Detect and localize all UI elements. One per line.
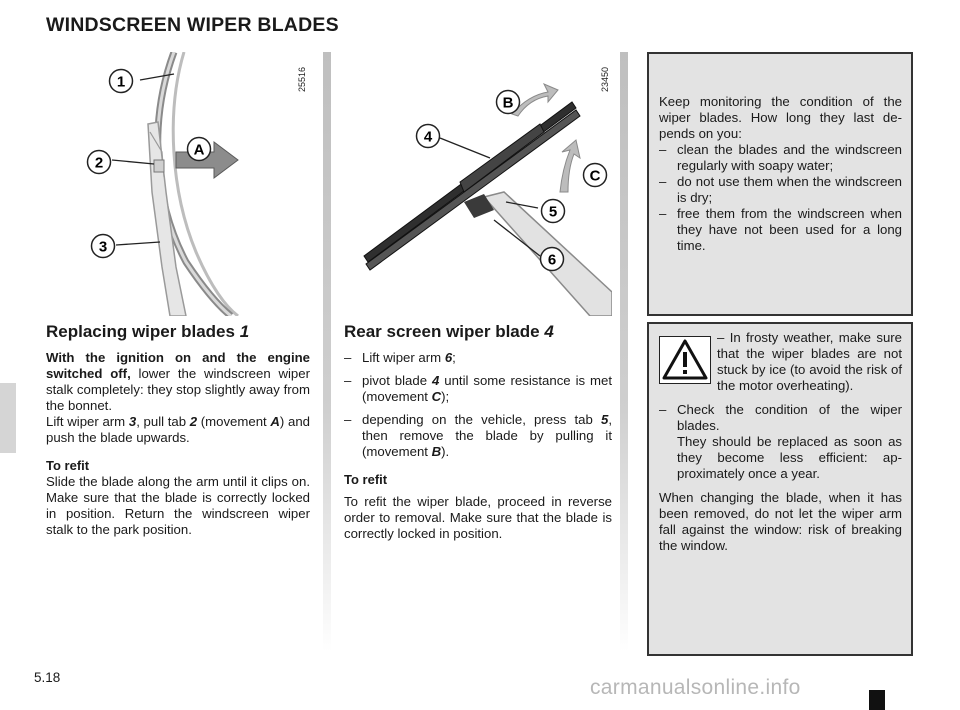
callout-b <box>495 89 521 115</box>
subheading: To refit <box>344 472 388 487</box>
section-heading: Replacing wiper blades 1 <box>46 322 250 341</box>
front-wiper-illustration <box>46 52 314 316</box>
callout-4 <box>415 123 441 149</box>
svg-text:B: B <box>502 94 514 112</box>
rear-wiper-illustration <box>344 52 612 316</box>
svg-text:1: 1 <box>116 73 126 91</box>
svg-text:6: 6 <box>547 251 557 269</box>
figure-front-wiper <box>46 52 314 316</box>
watermark: carmanualsonline.info <box>590 676 801 699</box>
svg-text:4: 4 <box>423 128 433 146</box>
svg-text:C: C <box>589 167 601 185</box>
callout-a <box>186 136 212 162</box>
page-number: 5.18 <box>34 670 61 685</box>
list-item: – Lift wiper arm 6; <box>344 350 456 365</box>
warning-paragraph: When changing the blade, when it has been removed, do not let the wiper arm fall against the window: risk of breaking the window. <box>659 490 902 553</box>
chapter-tab <box>0 383 16 453</box>
warning-box <box>647 322 913 656</box>
warning-frost: – In frosty weather, make sure that the wiper blades are not stuck by ice (to avoid the risk of the motor overheating). <box>717 330 902 393</box>
box-intro: Keep monitoring the condition of the wiper blades. How long they last depends on you: <box>659 94 902 141</box>
svg-text:3: 3 <box>98 238 108 256</box>
steps-list <box>344 350 612 460</box>
rear-section <box>344 322 612 542</box>
list-item: – depending on the vehicle, press tab 5, then remove the blade by pulling it (movement B). <box>344 412 612 459</box>
replacing-section <box>46 322 310 538</box>
figure-rear-wiper <box>344 52 612 316</box>
advice-list <box>659 142 902 254</box>
paragraph: Lift wiper arm 3, pull tab 2 (movement A) and push the blade upwards. <box>46 414 310 445</box>
callout-1 <box>108 68 134 94</box>
page-corner-mark <box>869 690 885 710</box>
paragraph: With the ignition on and the engine switched off, lower the windscreen wiper stalk completely: they stop slightly away from the bonnet. <box>46 350 310 413</box>
callout-2 <box>86 149 112 175</box>
page-title: WINDSCREEN WIPER BLADES <box>46 14 339 36</box>
callout-5 <box>540 198 566 224</box>
paragraph: To refit the wiper blade, proceed in reverse order to removal. Make sure that the blade is correctly locked in position. <box>344 494 612 541</box>
warning-list <box>659 402 902 482</box>
column-divider <box>620 52 628 652</box>
subheading: To refit <box>46 458 90 473</box>
list-item: – free them from the windscreen when they have not been used for a long time. <box>659 206 902 253</box>
callout-6 <box>539 246 565 272</box>
advice-box <box>647 52 913 316</box>
column-divider <box>323 52 331 652</box>
callout-c <box>582 162 608 188</box>
list-item: – clean the blades and the windscreen regularly with soapy water; <box>659 142 902 173</box>
callout-3 <box>90 233 116 259</box>
section-heading: Rear screen wiper blade 4 <box>344 322 554 341</box>
figure-number: 23450 <box>600 66 610 92</box>
list-item: – do not use them when the windscreen is dry; <box>659 174 902 205</box>
svg-text:5: 5 <box>548 203 558 221</box>
svg-text:2: 2 <box>94 154 104 172</box>
svg-text:A: A <box>193 141 205 159</box>
warning-triangle-icon <box>659 336 711 384</box>
figure-number: 25516 <box>297 66 307 92</box>
list-item: – Check the condition of the wiper blades. They should be replaced as soon as they become less efficient: approximately once a year. <box>659 402 902 481</box>
paragraph: Slide the blade along the arm until it clips on. Make sure that the blade is correctly locked in position. Return the windscreen wiper stalk to the park position. <box>46 474 310 537</box>
list-item: – pivot blade 4 until some resistance is met (movement C); <box>344 373 613 404</box>
